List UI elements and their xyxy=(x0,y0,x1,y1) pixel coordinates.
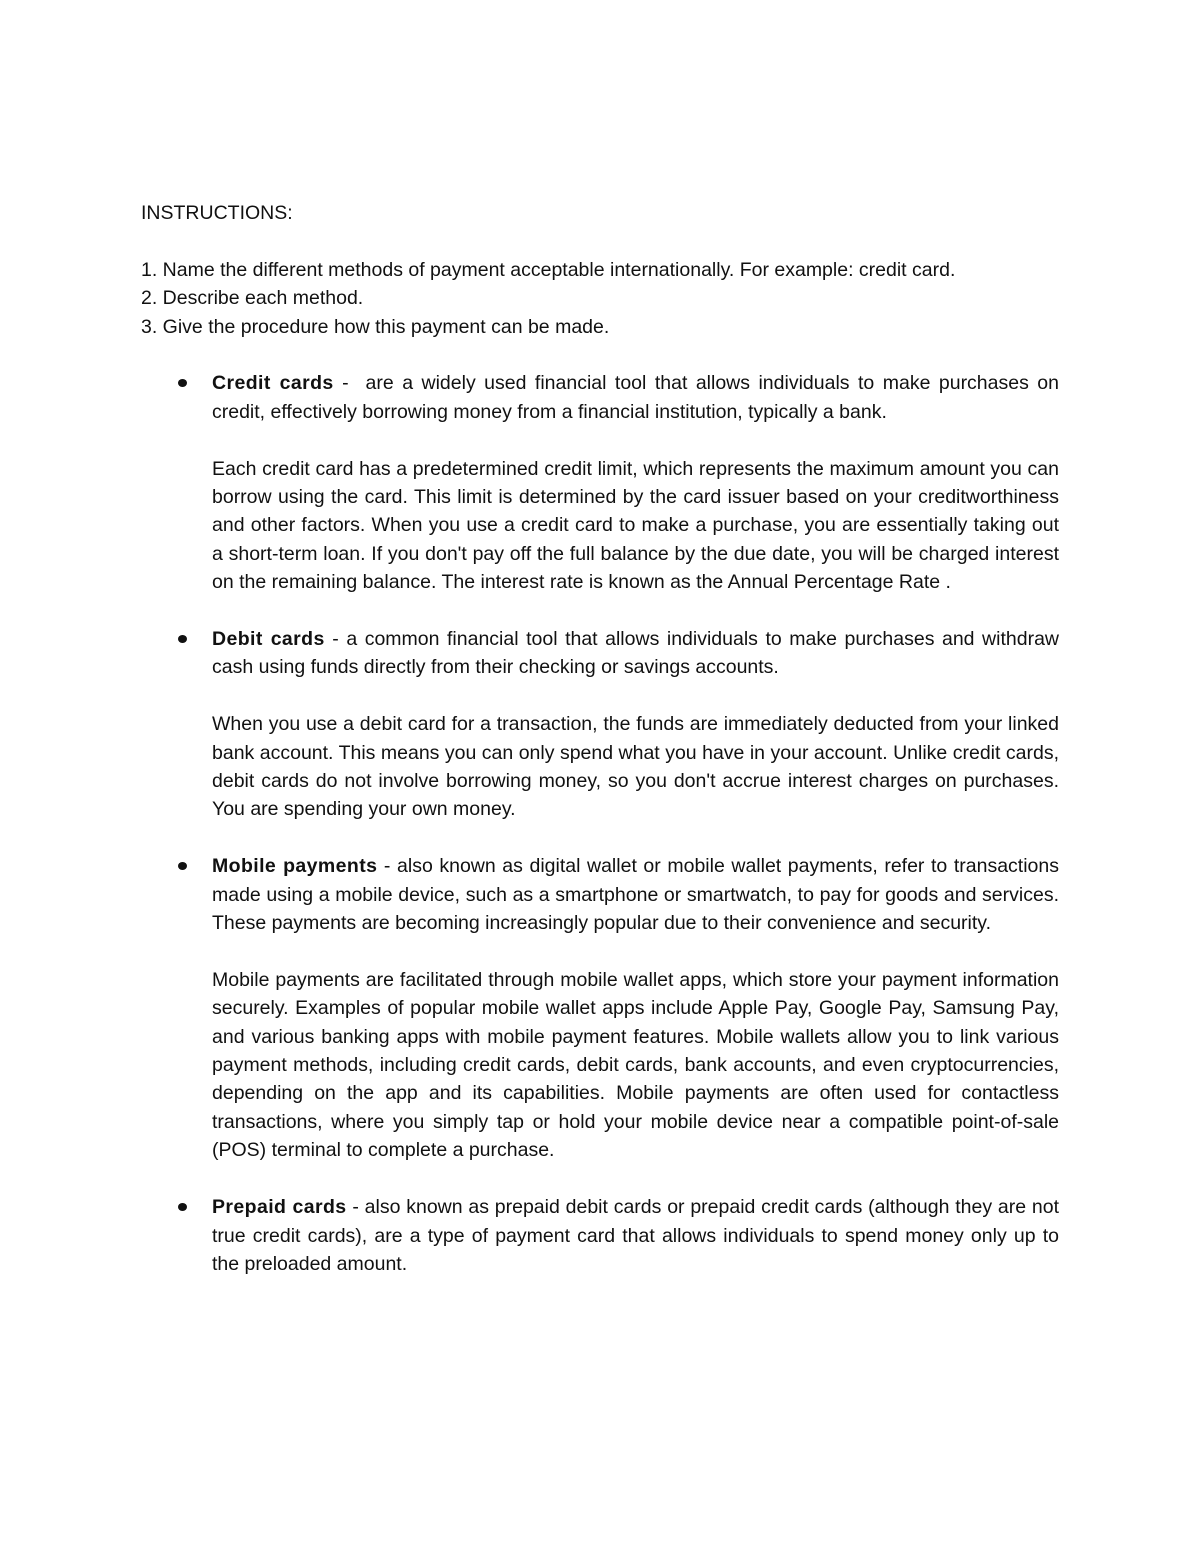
method-intro xyxy=(212,1193,1059,1278)
method-detail: Each credit card has a predetermined credit limit, which represents the maximum amount you can borrow using the card. This limit is determined by the card issuer based on your creditworthiness and other factors. When you use a credit card to make a purchase, you are essentially taking out a short-term loan. If you don't pay off the full balance by the due date, you will be charged interest on the remaining balance. The interest rate is known as the Annual Percentage Rate . xyxy=(212,457,1059,594)
method-intro-text: also known as digital wallet or mobile wallet payments, refer to transactions made using a mobile device, such as a smartphone or smartwatch, to pay for goods and services. These payments are becoming increasingly popular due to their convenience and security. xyxy=(212,855,1059,935)
method-item-debit-cards xyxy=(141,625,1059,824)
bullet-icon xyxy=(178,862,187,870)
method-term: Prepaid cards xyxy=(212,1196,347,1219)
instructions-heading: INSTRUCTIONS: xyxy=(141,202,293,224)
method-intro xyxy=(212,852,1059,937)
method-intro xyxy=(212,369,1059,426)
method-detail: When you use a debit card for a transaction, the funds are immediately deducted from your linked bank account. This means you can only spend what you have in your account. Unlike credit cards, debit cards do not involve borrowing money, so you don't accrue interest charges on purchases. You are spending your own money. xyxy=(212,713,1059,821)
payment-methods-list xyxy=(141,369,1059,1278)
method-separator: - xyxy=(324,628,347,651)
method-intro-text: a common financial tool that allows individuals to make purchases and withdraw cash using funds directly from their checking or savings accounts. xyxy=(212,628,1059,679)
method-term: Credit cards xyxy=(212,372,334,395)
method-intro xyxy=(212,625,1059,682)
method-intro-text: also known as prepaid debit cards or prepaid credit cards (although they are not true credit cards), are a type of payment card that allows individuals to spend money only up to the preloaded amount. xyxy=(212,1196,1059,1275)
instruction-item: 3. Give the procedure how this payment can be made. xyxy=(141,315,610,338)
instruction-item: 1. Name the different methods of payment acceptable internationally. For example: credit card. xyxy=(141,258,956,281)
method-separator: - xyxy=(377,855,398,878)
bullet-icon xyxy=(178,379,187,387)
bullet-icon xyxy=(178,1203,187,1211)
method-term: Debit cards xyxy=(212,628,325,651)
bullet-icon xyxy=(178,635,187,643)
method-separator: - xyxy=(346,1196,365,1219)
instructions-list xyxy=(141,256,1059,341)
document-body xyxy=(141,199,1059,1307)
method-detail: Mobile payments are facilitated through mobile wallet apps, which store your payment information securely. Examples of popular mobile wallet apps include Apple Pay, Google Pay, Samsung Pay, and various banking apps with mobile payment features. Mobile wallets allow you to link various payment methods, including credit cards, debit cards, bank accounts, and even cryptocurrencies, depending on the app and its capabilities. Mobile payments are often used for contactless transactions, where you simply tap or hold your mobile device near a compatible point-of-sale (POS) terminal to complete a purchase. xyxy=(212,968,1059,1162)
method-item-prepaid-cards xyxy=(141,1193,1059,1278)
method-item-mobile-payments xyxy=(141,852,1059,1164)
method-item-credit-cards xyxy=(141,369,1059,596)
method-term: Mobile payments xyxy=(212,855,378,878)
method-intro-text: are a widely used financial tool that allows individuals to make purchases on credit, effectively borrowing money from a financial institution, typically a bank. xyxy=(212,372,1060,423)
method-separator: - xyxy=(333,372,366,395)
instruction-item: 2. Describe each method. xyxy=(141,287,364,310)
